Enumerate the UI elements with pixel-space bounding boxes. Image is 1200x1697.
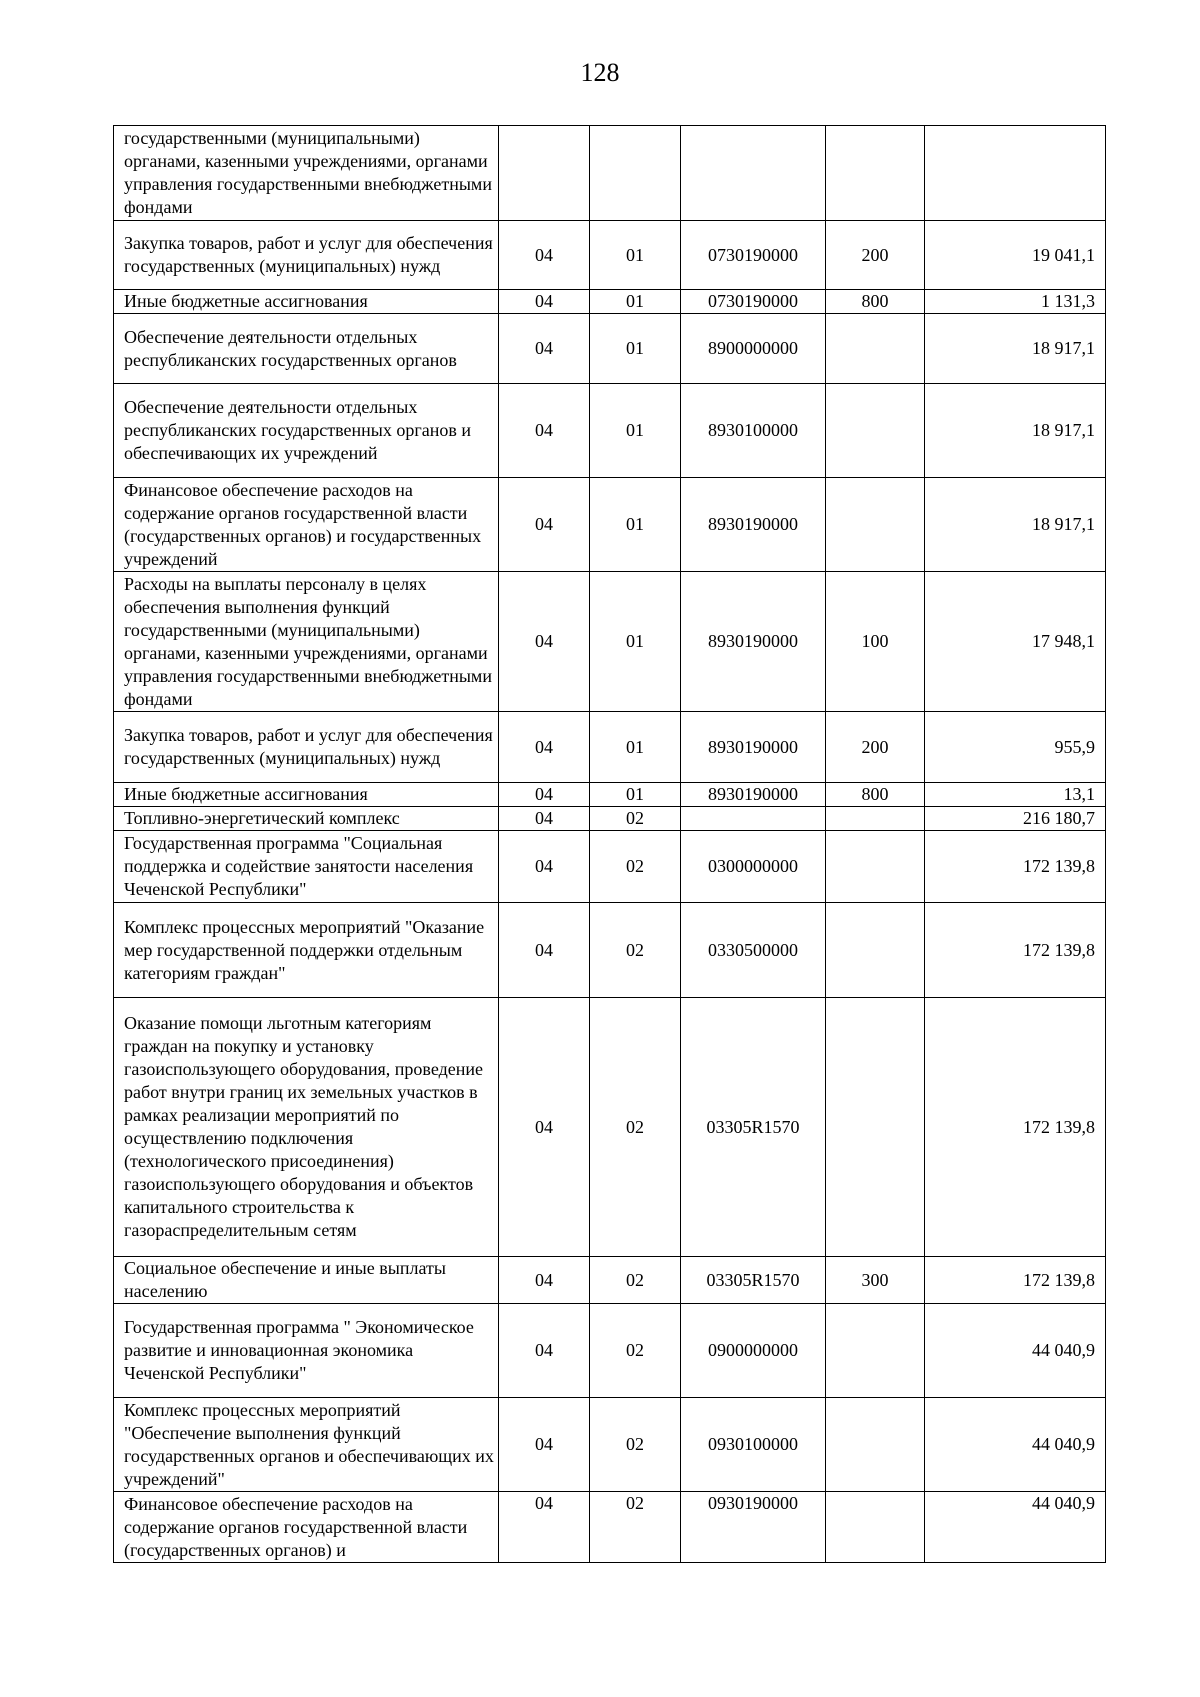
row-amount: 13,1 xyxy=(925,783,1106,807)
table-row xyxy=(114,1398,1106,1492)
table-row xyxy=(114,478,1106,572)
row-target-article: 0300000000 xyxy=(681,831,826,903)
row-name: Оказание помощи льготным категориям граждан на покупку и установку газоиспользующего оборудования, проведение работ внутри границ их земельных участков в рамках реализации мероприятий по осуществлению подключения (технологического присоединения) газоиспользующего оборудования и объектов капитального строительства к газораспределительным сетям xyxy=(114,998,499,1257)
row-amount: 18 917,1 xyxy=(925,314,1106,384)
row-section: 04 xyxy=(499,807,590,831)
row-name: Государственная программа " Экономическое развитие и инновационная экономика Чеченской Республики" xyxy=(114,1304,499,1398)
row-target-article: 8930100000 xyxy=(681,384,826,478)
row-expense-type xyxy=(826,126,925,221)
row-expense-type: 100 xyxy=(826,572,925,712)
row-expense-type: 800 xyxy=(826,290,925,314)
row-target-article: 0730190000 xyxy=(681,221,826,290)
row-expense-type xyxy=(826,478,925,572)
row-expense-type xyxy=(826,314,925,384)
row-subsection xyxy=(590,126,681,221)
row-name: Финансовое обеспечение расходов на содержание органов государственной власти (государственных органов) и xyxy=(114,1492,499,1563)
row-subsection: 02 xyxy=(590,807,681,831)
row-section: 04 xyxy=(499,831,590,903)
row-target-article: 03305R1570 xyxy=(681,998,826,1257)
row-amount: 172 139,8 xyxy=(925,1257,1106,1304)
table-row xyxy=(114,903,1106,998)
row-target-article: 8930190000 xyxy=(681,712,826,783)
row-name: Комплекс процессных мероприятий "Оказание мер государственной поддержки отдельным категориям граждан" xyxy=(114,903,499,998)
page-number: 128 xyxy=(580,58,620,87)
row-expense-type xyxy=(826,903,925,998)
row-section: 04 xyxy=(499,1492,590,1563)
row-amount: 44 040,9 xyxy=(925,1398,1106,1492)
row-subsection: 02 xyxy=(590,1492,681,1563)
row-name: Топливно-энергетический комплекс xyxy=(114,807,499,831)
row-subsection: 01 xyxy=(590,290,681,314)
row-target-article: 0930100000 xyxy=(681,1398,826,1492)
row-subsection: 01 xyxy=(590,572,681,712)
row-subsection: 01 xyxy=(590,314,681,384)
row-section: 04 xyxy=(499,572,590,712)
row-section: 04 xyxy=(499,1398,590,1492)
table-row xyxy=(114,712,1106,783)
row-expense-type xyxy=(826,1398,925,1492)
table-row xyxy=(114,831,1106,903)
row-name: Комплекс процессных мероприятий "Обеспечение выполнения функций государственных органов и обеспечивающих их учреждений" xyxy=(114,1398,499,1492)
row-name: Иные бюджетные ассигнования xyxy=(114,290,499,314)
row-amount: 172 139,8 xyxy=(925,903,1106,998)
row-target-article: 8900000000 xyxy=(681,314,826,384)
row-expense-type: 200 xyxy=(826,221,925,290)
row-target-article: 0730190000 xyxy=(681,290,826,314)
row-expense-type xyxy=(826,1304,925,1398)
row-subsection: 01 xyxy=(590,384,681,478)
table-row xyxy=(114,1257,1106,1304)
row-section: 04 xyxy=(499,712,590,783)
row-amount: 44 040,9 xyxy=(925,1304,1106,1398)
row-name: Закупка товаров, работ и услуг для обеспечения государственных (муниципальных) нужд xyxy=(114,712,499,783)
row-target-article: 8930190000 xyxy=(681,572,826,712)
row-expense-type xyxy=(826,807,925,831)
row-amount: 1 131,3 xyxy=(925,290,1106,314)
row-name: Государственная программа "Социальная поддержка и содействие занятости населения Чеченской Республики" xyxy=(114,831,499,903)
row-section xyxy=(499,126,590,221)
row-section: 04 xyxy=(499,384,590,478)
row-name: Обеспечение деятельности отдельных республиканских государственных органов и обеспечивающих их учреждений xyxy=(114,384,499,478)
row-subsection: 02 xyxy=(590,1257,681,1304)
table-row xyxy=(114,783,1106,807)
row-amount: 955,9 xyxy=(925,712,1106,783)
row-expense-type xyxy=(826,1492,925,1563)
table-row xyxy=(114,1492,1106,1563)
row-subsection: 02 xyxy=(590,1304,681,1398)
row-subsection: 01 xyxy=(590,783,681,807)
row-subsection: 02 xyxy=(590,1398,681,1492)
row-name: Финансовое обеспечение расходов на содержание органов государственной власти (государственных органов) и государственных учреждений xyxy=(114,478,499,572)
row-subsection: 02 xyxy=(590,831,681,903)
row-amount: 216 180,7 xyxy=(925,807,1106,831)
row-amount: 18 917,1 xyxy=(925,384,1106,478)
row-name: Обеспечение деятельности отдельных республиканских государственных органов xyxy=(114,314,499,384)
row-target-article: 8930190000 xyxy=(681,783,826,807)
row-section: 04 xyxy=(499,478,590,572)
table-row xyxy=(114,998,1106,1257)
row-subsection: 02 xyxy=(590,998,681,1257)
row-amount: 172 139,8 xyxy=(925,998,1106,1257)
budget-table xyxy=(113,125,1106,1563)
row-target-article: 03305R1570 xyxy=(681,1257,826,1304)
row-section: 04 xyxy=(499,221,590,290)
table-row xyxy=(114,384,1106,478)
row-name: Иные бюджетные ассигнования xyxy=(114,783,499,807)
row-section: 04 xyxy=(499,290,590,314)
row-expense-type xyxy=(826,384,925,478)
row-amount: 19 041,1 xyxy=(925,221,1106,290)
row-amount: 17 948,1 xyxy=(925,572,1106,712)
table-row xyxy=(114,1304,1106,1398)
row-section: 04 xyxy=(499,1304,590,1398)
table-row xyxy=(114,221,1106,290)
row-target-article: 0930190000 xyxy=(681,1492,826,1563)
row-section: 04 xyxy=(499,783,590,807)
row-target-article: 8930190000 xyxy=(681,478,826,572)
row-target-article xyxy=(681,807,826,831)
row-subsection: 01 xyxy=(590,221,681,290)
table-row xyxy=(114,290,1106,314)
row-name: Закупка товаров, работ и услуг для обеспечения государственных (муниципальных) нужд xyxy=(114,221,499,290)
row-section: 04 xyxy=(499,314,590,384)
row-target-article: 0900000000 xyxy=(681,1304,826,1398)
row-target-article xyxy=(681,126,826,221)
row-subsection: 01 xyxy=(590,712,681,783)
row-subsection: 02 xyxy=(590,903,681,998)
row-expense-type: 300 xyxy=(826,1257,925,1304)
row-section: 04 xyxy=(499,998,590,1257)
row-name: государственными (муниципальными) органами, казенными учреждениями, органами управления государственными внебюджетными фондами xyxy=(114,126,499,221)
table-row xyxy=(114,807,1106,831)
row-name: Расходы на выплаты персоналу в целях обеспечения выполнения функций государственными (муниципальными) органами, казенными учреждениями, органами управления государственными внебюджетными фондами xyxy=(114,572,499,712)
row-amount xyxy=(925,126,1106,221)
row-amount: 172 139,8 xyxy=(925,831,1106,903)
row-target-article: 0330500000 xyxy=(681,903,826,998)
row-expense-type: 200 xyxy=(826,712,925,783)
row-expense-type: 800 xyxy=(826,783,925,807)
row-subsection: 01 xyxy=(590,478,681,572)
row-amount: 18 917,1 xyxy=(925,478,1106,572)
row-name: Социальное обеспечение и иные выплаты населению xyxy=(114,1257,499,1304)
row-expense-type xyxy=(826,998,925,1257)
table-row xyxy=(114,572,1106,712)
row-amount: 44 040,9 xyxy=(925,1492,1106,1563)
table-row xyxy=(114,314,1106,384)
row-expense-type xyxy=(826,831,925,903)
row-section: 04 xyxy=(499,903,590,998)
row-section: 04 xyxy=(499,1257,590,1304)
table-row xyxy=(114,126,1106,221)
